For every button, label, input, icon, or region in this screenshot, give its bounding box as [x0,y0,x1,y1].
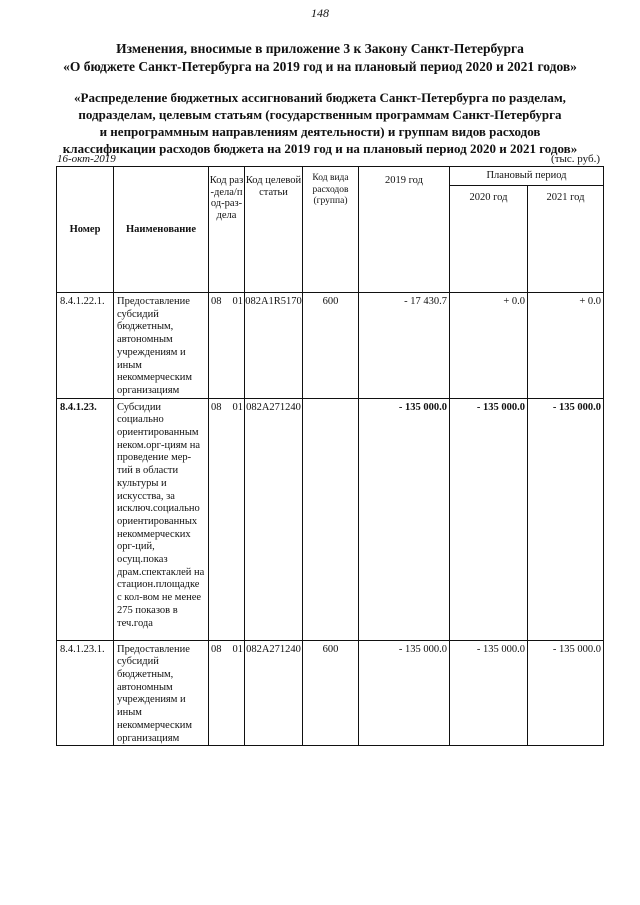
row-group-code: 600 [303,293,359,399]
section-code: 08 [211,296,222,307]
header-target: Код целевой статьи [245,167,303,293]
header-2021: 2021 год [528,186,604,293]
header-2020: 2020 год [450,186,528,293]
document-date: 16-окт-2019 [57,153,116,165]
budget-table [56,166,604,746]
section-code: 08 [211,401,222,413]
row-name: Субсидии социально ориентированным неком.орг-циям на проведение мер-тий в области культуры и искусства, за исключ.социально ориентированных некоммерческих орг-ций, осущ.показ драм.спектаклей на стацион.площадке с кол-вом не менее 275 показов в теч.года [114,398,209,640]
row-group-code [303,398,359,640]
document-heading [0,40,640,76]
heading-line-1: Изменения, вносимые в приложение 3 к Закону Санкт-Петербурга [116,41,524,56]
row-name: Предоставление субсидий бюджетным, автономным учреждениям и иным некоммерческим организациям [114,293,209,399]
row-amount-2020: - 135 000.0 [450,398,528,640]
header-section: Код раз-дела/под-раз-дела [209,167,245,293]
row-amount-2021: - 135 000.0 [528,398,604,640]
row-amount-2020: + 0.0 [450,293,528,399]
row-target-code: 082A271240 [245,640,303,746]
subtitle-line-3: и непрограммным направлениям деятельности) и группам видов расходов [99,124,541,139]
row-amount-2020: - 135 000.0 [450,640,528,746]
table-subtitle [20,89,620,157]
subsection-code: 01 [232,296,243,307]
row-amount-2021: - 135 000.0 [528,640,604,746]
subsection-code: 01 [232,643,243,655]
header-group: Код вида расходов (группа) [303,167,359,293]
header-2019: 2019 год [359,167,450,293]
table-row [57,293,604,399]
row-amount-2019: - 17 430.7 [359,293,450,399]
page-number: 148 [311,6,329,20]
row-name: Предоставление субсидий бюджетным, автономным учреждениям и иным некоммерческим организациям [114,640,209,746]
row-amount-2019: - 135 000.0 [359,398,450,640]
subtitle-line-4: классификации расходов бюджета на 2019 год и на плановый период 2020 и 2021 годов» [62,141,578,156]
row-section-code [209,398,245,640]
subtitle-line-2: подразделам, целевым статьям (государственным программам Санкт-Петербурга [78,107,562,122]
header-number: Номер [57,167,114,293]
table-row [57,398,604,640]
row-section-code [209,293,245,399]
section-code: 08 [211,643,222,655]
row-group-code: 600 [303,640,359,746]
row-target-code: 082A1R5170 [245,293,303,399]
header-planned-period: Плановый период [450,167,604,186]
heading-line-2: «О бюджете Санкт-Петербурга на 2019 год и на плановый период 2020 и 2021 годов» [63,59,577,74]
row-amount-2021: + 0.0 [528,293,604,399]
row-target-code: 082A271240 [245,398,303,640]
row-number: 8.4.1.23. [57,398,114,640]
row-number: 8.4.1.22.1. [57,293,114,399]
header-name: Наименование [114,167,209,293]
units-label: (тыс. руб.) [551,153,600,165]
table-row [57,640,604,746]
row-section-code [209,640,245,746]
row-amount-2019: - 135 000.0 [359,640,450,746]
subsection-code: 01 [232,401,243,413]
row-number: 8.4.1.23.1. [57,640,114,746]
subtitle-line-1: «Распределение бюджетных ассигнований бюджета Санкт-Петербурга по разделам, [74,90,566,105]
